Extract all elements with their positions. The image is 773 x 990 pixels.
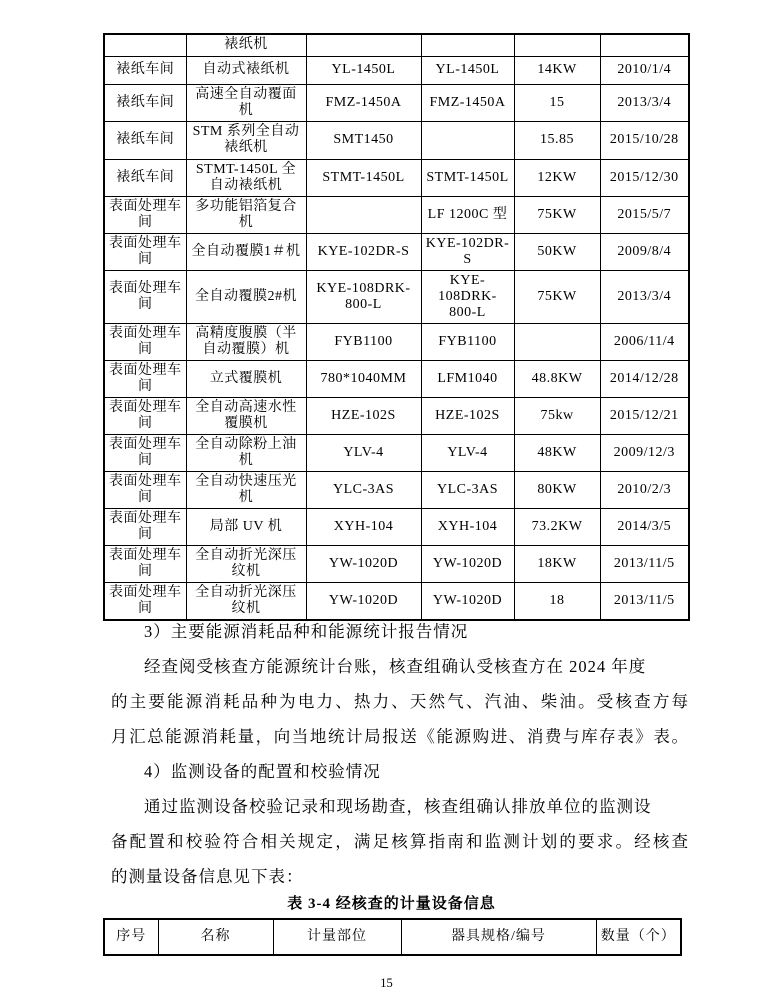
- equipment-table: [103, 33, 690, 621]
- paragraph-line: 的测量设备信息见下表：: [111, 867, 304, 886]
- equipment-cell: 裱纸车间: [104, 84, 186, 121]
- equipment-cell: YW-1020D: [306, 545, 421, 582]
- equipment-cell: 48.8KW: [514, 360, 600, 397]
- equipment-cell: 15.85: [514, 121, 600, 159]
- equipment-row: [104, 159, 689, 196]
- equipment-cell: HZE-102S: [306, 397, 421, 434]
- equipment-row: [104, 397, 689, 434]
- equipment-cell: [421, 34, 514, 56]
- equipment-cell: 2009/12/3: [600, 434, 689, 471]
- equipment-cell: YLV-4: [421, 434, 514, 471]
- equipment-cell: 裱纸车间: [104, 121, 186, 159]
- equipment-cell: 2014/3/5: [600, 508, 689, 545]
- equipment-cell: 全自动折光深压纹机: [186, 545, 306, 582]
- equipment-cell: KYE-102DR-S: [306, 233, 421, 270]
- equipment-cell: 表面处理车间: [104, 270, 186, 323]
- equipment-cell: 18: [514, 582, 600, 620]
- equipment-cell: YL-1450L: [306, 56, 421, 84]
- equipment-cell: 全自动覆膜1＃机: [186, 233, 306, 270]
- equipment-cell: 75KW: [514, 196, 600, 233]
- equipment-cell: 全自动除粉上油机: [186, 434, 306, 471]
- meter-table: [103, 918, 682, 956]
- equipment-cell: LFM1040: [421, 360, 514, 397]
- equipment-cell: FYB1100: [421, 323, 514, 360]
- equipment-cell: YLC-3AS: [306, 471, 421, 508]
- equipment-cell: 2010/1/4: [600, 56, 689, 84]
- equipment-cell: 立式覆膜机: [186, 360, 306, 397]
- equipment-row: [104, 233, 689, 270]
- equipment-cell: 全自动高速水性覆膜机: [186, 397, 306, 434]
- meter-header-cell: 计量部位: [273, 919, 401, 955]
- equipment-cell: 表面处理车间: [104, 323, 186, 360]
- equipment-row: [104, 434, 689, 471]
- meter-header-cell: 数量（个）: [596, 919, 681, 955]
- equipment-cell: [514, 34, 600, 56]
- equipment-cell: 表面处理车间: [104, 434, 186, 471]
- equipment-cell: 全自动快速压光机: [186, 471, 306, 508]
- equipment-row: [104, 323, 689, 360]
- equipment-cell: KYE-108DRK-800-L: [421, 270, 514, 323]
- meter-header-cell: 序号: [104, 919, 158, 955]
- equipment-cell: 表面处理车间: [104, 508, 186, 545]
- equipment-cell: LF 1200C 型: [421, 196, 514, 233]
- meter-header-row: [104, 919, 681, 955]
- equipment-cell: 2006/11/4: [600, 323, 689, 360]
- page-number: 15: [380, 976, 393, 990]
- paragraph-line: 通过监测设备校验记录和现场勘查，核查组确认排放单位的监测设: [144, 797, 652, 816]
- equipment-cell: 高速全自动覆面机: [186, 84, 306, 121]
- equipment-cell: 多功能铝箔复合机: [186, 196, 306, 233]
- equipment-cell: 全自动覆膜2#机: [186, 270, 306, 323]
- equipment-cell: 75kw: [514, 397, 600, 434]
- equipment-row: [104, 471, 689, 508]
- equipment-cell: 2013/11/5: [600, 582, 689, 620]
- equipment-cell: YLV-4: [306, 434, 421, 471]
- equipment-cell: 2009/8/4: [600, 233, 689, 270]
- equipment-cell: YW-1020D: [421, 545, 514, 582]
- meter-header-cell: 名称: [158, 919, 273, 955]
- equipment-cell: 自动式裱纸机: [186, 56, 306, 84]
- equipment-cell: 12KW: [514, 159, 600, 196]
- equipment-cell: FYB1100: [306, 323, 421, 360]
- section-3-heading: 3）主要能源消耗品种和能源统计报告情况: [144, 622, 469, 641]
- equipment-cell: 表面处理车间: [104, 582, 186, 620]
- equipment-cell: [514, 323, 600, 360]
- equipment-cell: 18KW: [514, 545, 600, 582]
- body-text: [111, 614, 689, 894]
- equipment-cell: 表面处理车间: [104, 545, 186, 582]
- equipment-cell: 2015/10/28: [600, 121, 689, 159]
- paragraph-line: 备配置和校验符合相关规定，满足核算指南和监测计划的要求。经核查: [111, 832, 689, 851]
- equipment-cell: 73.2KW: [514, 508, 600, 545]
- equipment-cell: 表面处理车间: [104, 233, 186, 270]
- equipment-row: [104, 121, 689, 159]
- equipment-cell: 2010/2/3: [600, 471, 689, 508]
- equipment-cell: YW-1020D: [306, 582, 421, 620]
- equipment-row: [104, 270, 689, 323]
- equipment-cell: 2015/12/30: [600, 159, 689, 196]
- equipment-cell: 表面处理车间: [104, 196, 186, 233]
- equipment-cell: XYH-104: [306, 508, 421, 545]
- equipment-cell: [421, 121, 514, 159]
- section-4-heading: 4）监测设备的配置和校验情况: [144, 762, 381, 781]
- equipment-row: [104, 34, 689, 56]
- equipment-cell: YL-1450L: [421, 56, 514, 84]
- equipment-cell: 80KW: [514, 471, 600, 508]
- equipment-cell: FMZ-1450A: [306, 84, 421, 121]
- equipment-cell: KYE-102DR-S: [421, 233, 514, 270]
- equipment-cell: [104, 34, 186, 56]
- equipment-cell: 2015/5/7: [600, 196, 689, 233]
- equipment-cell: 780*1040MM: [306, 360, 421, 397]
- equipment-cell: HZE-102S: [421, 397, 514, 434]
- paragraph-line: 月汇总能源消耗量，向当地统计局报送《能源购进、消费与库存表》表。: [111, 727, 689, 746]
- equipment-cell: SMT1450: [306, 121, 421, 159]
- equipment-cell: STMT-1450L: [421, 159, 514, 196]
- equipment-cell: 2014/12/28: [600, 360, 689, 397]
- equipment-row: [104, 56, 689, 84]
- equipment-cell: 全自动折光深压纹机: [186, 582, 306, 620]
- equipment-cell: 表面处理车间: [104, 397, 186, 434]
- equipment-cell: 裱纸机: [186, 34, 306, 56]
- equipment-cell: 表面处理车间: [104, 471, 186, 508]
- equipment-cell: 15: [514, 84, 600, 121]
- equipment-cell: 表面处理车间: [104, 360, 186, 397]
- equipment-cell: 50KW: [514, 233, 600, 270]
- equipment-cell: FMZ-1450A: [421, 84, 514, 121]
- equipment-cell: STMT-1450L 全自动裱纸机: [186, 159, 306, 196]
- equipment-cell: KYE-108DRK-800-L: [306, 270, 421, 323]
- equipment-cell: YLC-3AS: [421, 471, 514, 508]
- equipment-cell: 2013/3/4: [600, 270, 689, 323]
- equipment-cell: 2015/12/21: [600, 397, 689, 434]
- equipment-cell: YW-1020D: [421, 582, 514, 620]
- equipment-cell: [306, 34, 421, 56]
- equipment-cell: 75KW: [514, 270, 600, 323]
- equipment-cell: 2013/3/4: [600, 84, 689, 121]
- equipment-row: [104, 508, 689, 545]
- equipment-row: [104, 360, 689, 397]
- equipment-cell: STMT-1450L: [306, 159, 421, 196]
- equipment-cell: [306, 196, 421, 233]
- paragraph-line: 经查阅受核查方能源统计台账，核查组确认受核查方在 2024 年度: [144, 657, 647, 676]
- equipment-cell: [600, 34, 689, 56]
- equipment-cell: 48KW: [514, 434, 600, 471]
- equipment-cell: 局部 UV 机: [186, 508, 306, 545]
- equipment-cell: 2013/11/5: [600, 545, 689, 582]
- equipment-cell: STM 系列全自动裱纸机: [186, 121, 306, 159]
- equipment-cell: 裱纸车间: [104, 159, 186, 196]
- equipment-row: [104, 545, 689, 582]
- equipment-row: [104, 196, 689, 233]
- meter-table-title: 表 3-4 经核查的计量设备信息: [287, 896, 496, 912]
- equipment-cell: 高精度腹膜（半自动覆膜）机: [186, 323, 306, 360]
- paragraph-line: 的主要能源消耗品种为电力、热力、天然气、汽油、柴油。受核查方每: [111, 692, 689, 711]
- equipment-row: [104, 84, 689, 121]
- equipment-cell: XYH-104: [421, 508, 514, 545]
- meter-header-cell: 器具规格/编号: [401, 919, 596, 955]
- equipment-cell: 裱纸车间: [104, 56, 186, 84]
- equipment-cell: 14KW: [514, 56, 600, 84]
